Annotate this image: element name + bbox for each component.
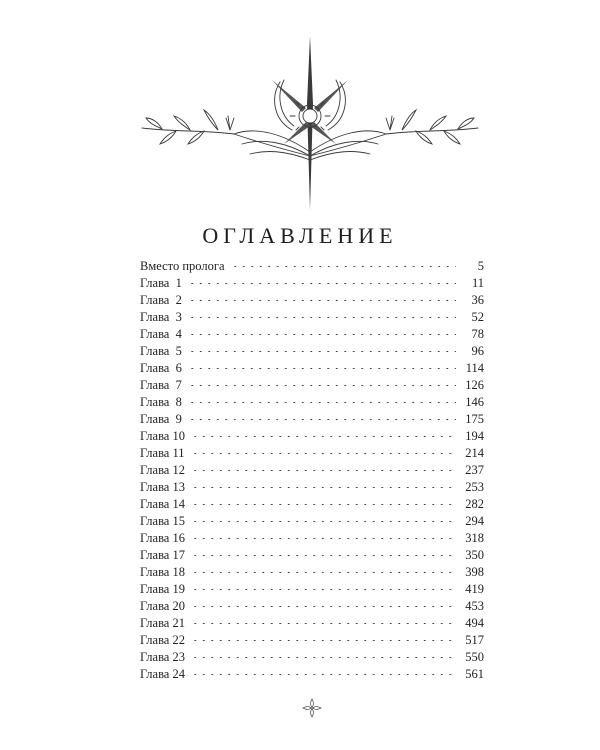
toc-row[interactable]	[140, 615, 484, 632]
toc-dot-leader	[191, 521, 456, 522]
toc-label: Глава 11	[140, 446, 185, 460]
toc-row[interactable]	[140, 292, 484, 309]
toc-dot-leader	[191, 436, 456, 437]
toc-dot-leader	[191, 504, 456, 505]
toc-label: Глава 13	[140, 480, 185, 494]
toc-row[interactable]	[140, 496, 484, 513]
toc-dot-leader	[191, 606, 456, 607]
toc-label: Глава 18	[140, 565, 185, 579]
toc-page-number: 282	[465, 497, 484, 511]
toc-page-number: 78	[471, 327, 484, 341]
toc-label: Глава 4	[140, 327, 182, 341]
toc-label: Глава 10	[140, 429, 185, 443]
toc-page-number: 517	[465, 633, 484, 647]
toc-row[interactable]	[140, 258, 484, 275]
toc-dot-leader	[191, 623, 456, 624]
toc-page-number: 318	[465, 531, 484, 545]
toc-page-number: 398	[465, 565, 484, 579]
toc-dot-leader	[231, 266, 456, 267]
toc-row[interactable]	[140, 343, 484, 360]
toc-row[interactable]	[140, 377, 484, 394]
toc-page-number: 453	[465, 599, 484, 613]
toc-page-number: 5	[477, 259, 484, 273]
toc-label: Глава 14	[140, 497, 185, 511]
toc-page-number: 126	[465, 378, 484, 392]
compass-star-wheat-ornament-icon	[134, 34, 494, 212]
toc-dot-leader	[188, 334, 456, 335]
toc-dot-leader	[188, 317, 456, 318]
toc-dot-leader	[188, 368, 456, 369]
toc-label: Глава 8	[140, 395, 182, 409]
toc-dot-leader	[191, 572, 456, 573]
toc-dot-leader	[191, 589, 456, 590]
toc-page-number: 146	[465, 395, 484, 409]
toc-page-number: 96	[471, 344, 484, 358]
toc-row[interactable]	[140, 666, 484, 683]
toc-page-number: 294	[465, 514, 484, 528]
toc-row[interactable]	[140, 530, 484, 547]
toc-row[interactable]	[140, 649, 484, 666]
toc-page-number: 214	[465, 446, 484, 460]
toc-row[interactable]	[140, 411, 484, 428]
toc-dot-leader	[191, 657, 456, 658]
toc-label: Глава 15	[140, 514, 185, 528]
toc-dot-leader	[188, 351, 456, 352]
toc-label: Глава 2	[140, 293, 182, 307]
toc-page-number: 350	[465, 548, 484, 562]
toc-label: Глава 19	[140, 582, 185, 596]
toc-dot-leader	[188, 385, 456, 386]
toc-row[interactable]	[140, 479, 484, 496]
toc-label: Глава 12	[140, 463, 185, 477]
toc-row[interactable]	[140, 513, 484, 530]
toc-row[interactable]	[140, 326, 484, 343]
toc-label: Глава 6	[140, 361, 182, 375]
toc-label: Вместо пролога	[140, 259, 225, 273]
toc-label: Глава 7	[140, 378, 182, 392]
toc-page-number: 194	[465, 429, 484, 443]
toc-dot-leader	[188, 402, 456, 403]
floral-divider-icon	[301, 697, 323, 719]
toc-dot-leader	[188, 283, 456, 284]
toc-row[interactable]	[140, 428, 484, 445]
toc-row[interactable]	[140, 462, 484, 479]
toc-row[interactable]	[140, 547, 484, 564]
toc-label: Глава 21	[140, 616, 185, 630]
toc-label: Глава 3	[140, 310, 182, 324]
toc-label: Глава 17	[140, 548, 185, 562]
toc-dot-leader	[191, 487, 456, 488]
toc-row[interactable]	[140, 581, 484, 598]
toc-dot-leader	[191, 538, 456, 539]
toc-page-number: 237	[465, 463, 484, 477]
toc-row[interactable]	[140, 309, 484, 326]
toc-row[interactable]	[140, 275, 484, 292]
toc-page-number: 36	[471, 293, 484, 307]
toc-page-number: 253	[465, 480, 484, 494]
toc-label: Глава 9	[140, 412, 182, 426]
toc-dot-leader	[191, 640, 456, 641]
toc-label: Глава 16	[140, 531, 185, 545]
toc-page-number: 561	[465, 667, 484, 681]
page-title: ОГЛАВЛЕНИЕ	[202, 223, 398, 248]
toc-dot-leader	[191, 555, 456, 556]
toc-page-number: 175	[465, 412, 484, 426]
toc-page-number: 11	[471, 276, 484, 290]
toc-label: Глава 20	[140, 599, 185, 613]
toc-page-number: 550	[465, 650, 484, 664]
toc-page-number: 419	[465, 582, 484, 596]
toc-page-number: 52	[471, 310, 484, 324]
toc-page-number: 114	[465, 361, 484, 375]
toc-label: Глава 1	[140, 276, 182, 290]
toc-row[interactable]	[140, 394, 484, 411]
toc-row[interactable]	[140, 564, 484, 581]
toc-label: Глава 5	[140, 344, 182, 358]
toc-dot-leader	[191, 453, 456, 454]
toc-label: Глава 23	[140, 650, 185, 664]
toc-label: Глава 24	[140, 667, 185, 681]
toc-row[interactable]	[140, 598, 484, 615]
toc-dot-leader	[191, 470, 456, 471]
toc-dot-leader	[191, 674, 456, 675]
toc-dot-leader	[188, 300, 456, 301]
toc-row[interactable]	[140, 445, 484, 462]
toc-label: Глава 22	[140, 633, 185, 647]
toc-row[interactable]	[140, 632, 484, 649]
toc-page-number: 494	[465, 616, 484, 630]
table-of-contents	[140, 258, 484, 683]
toc-dot-leader	[188, 419, 456, 420]
toc-row[interactable]	[140, 360, 484, 377]
